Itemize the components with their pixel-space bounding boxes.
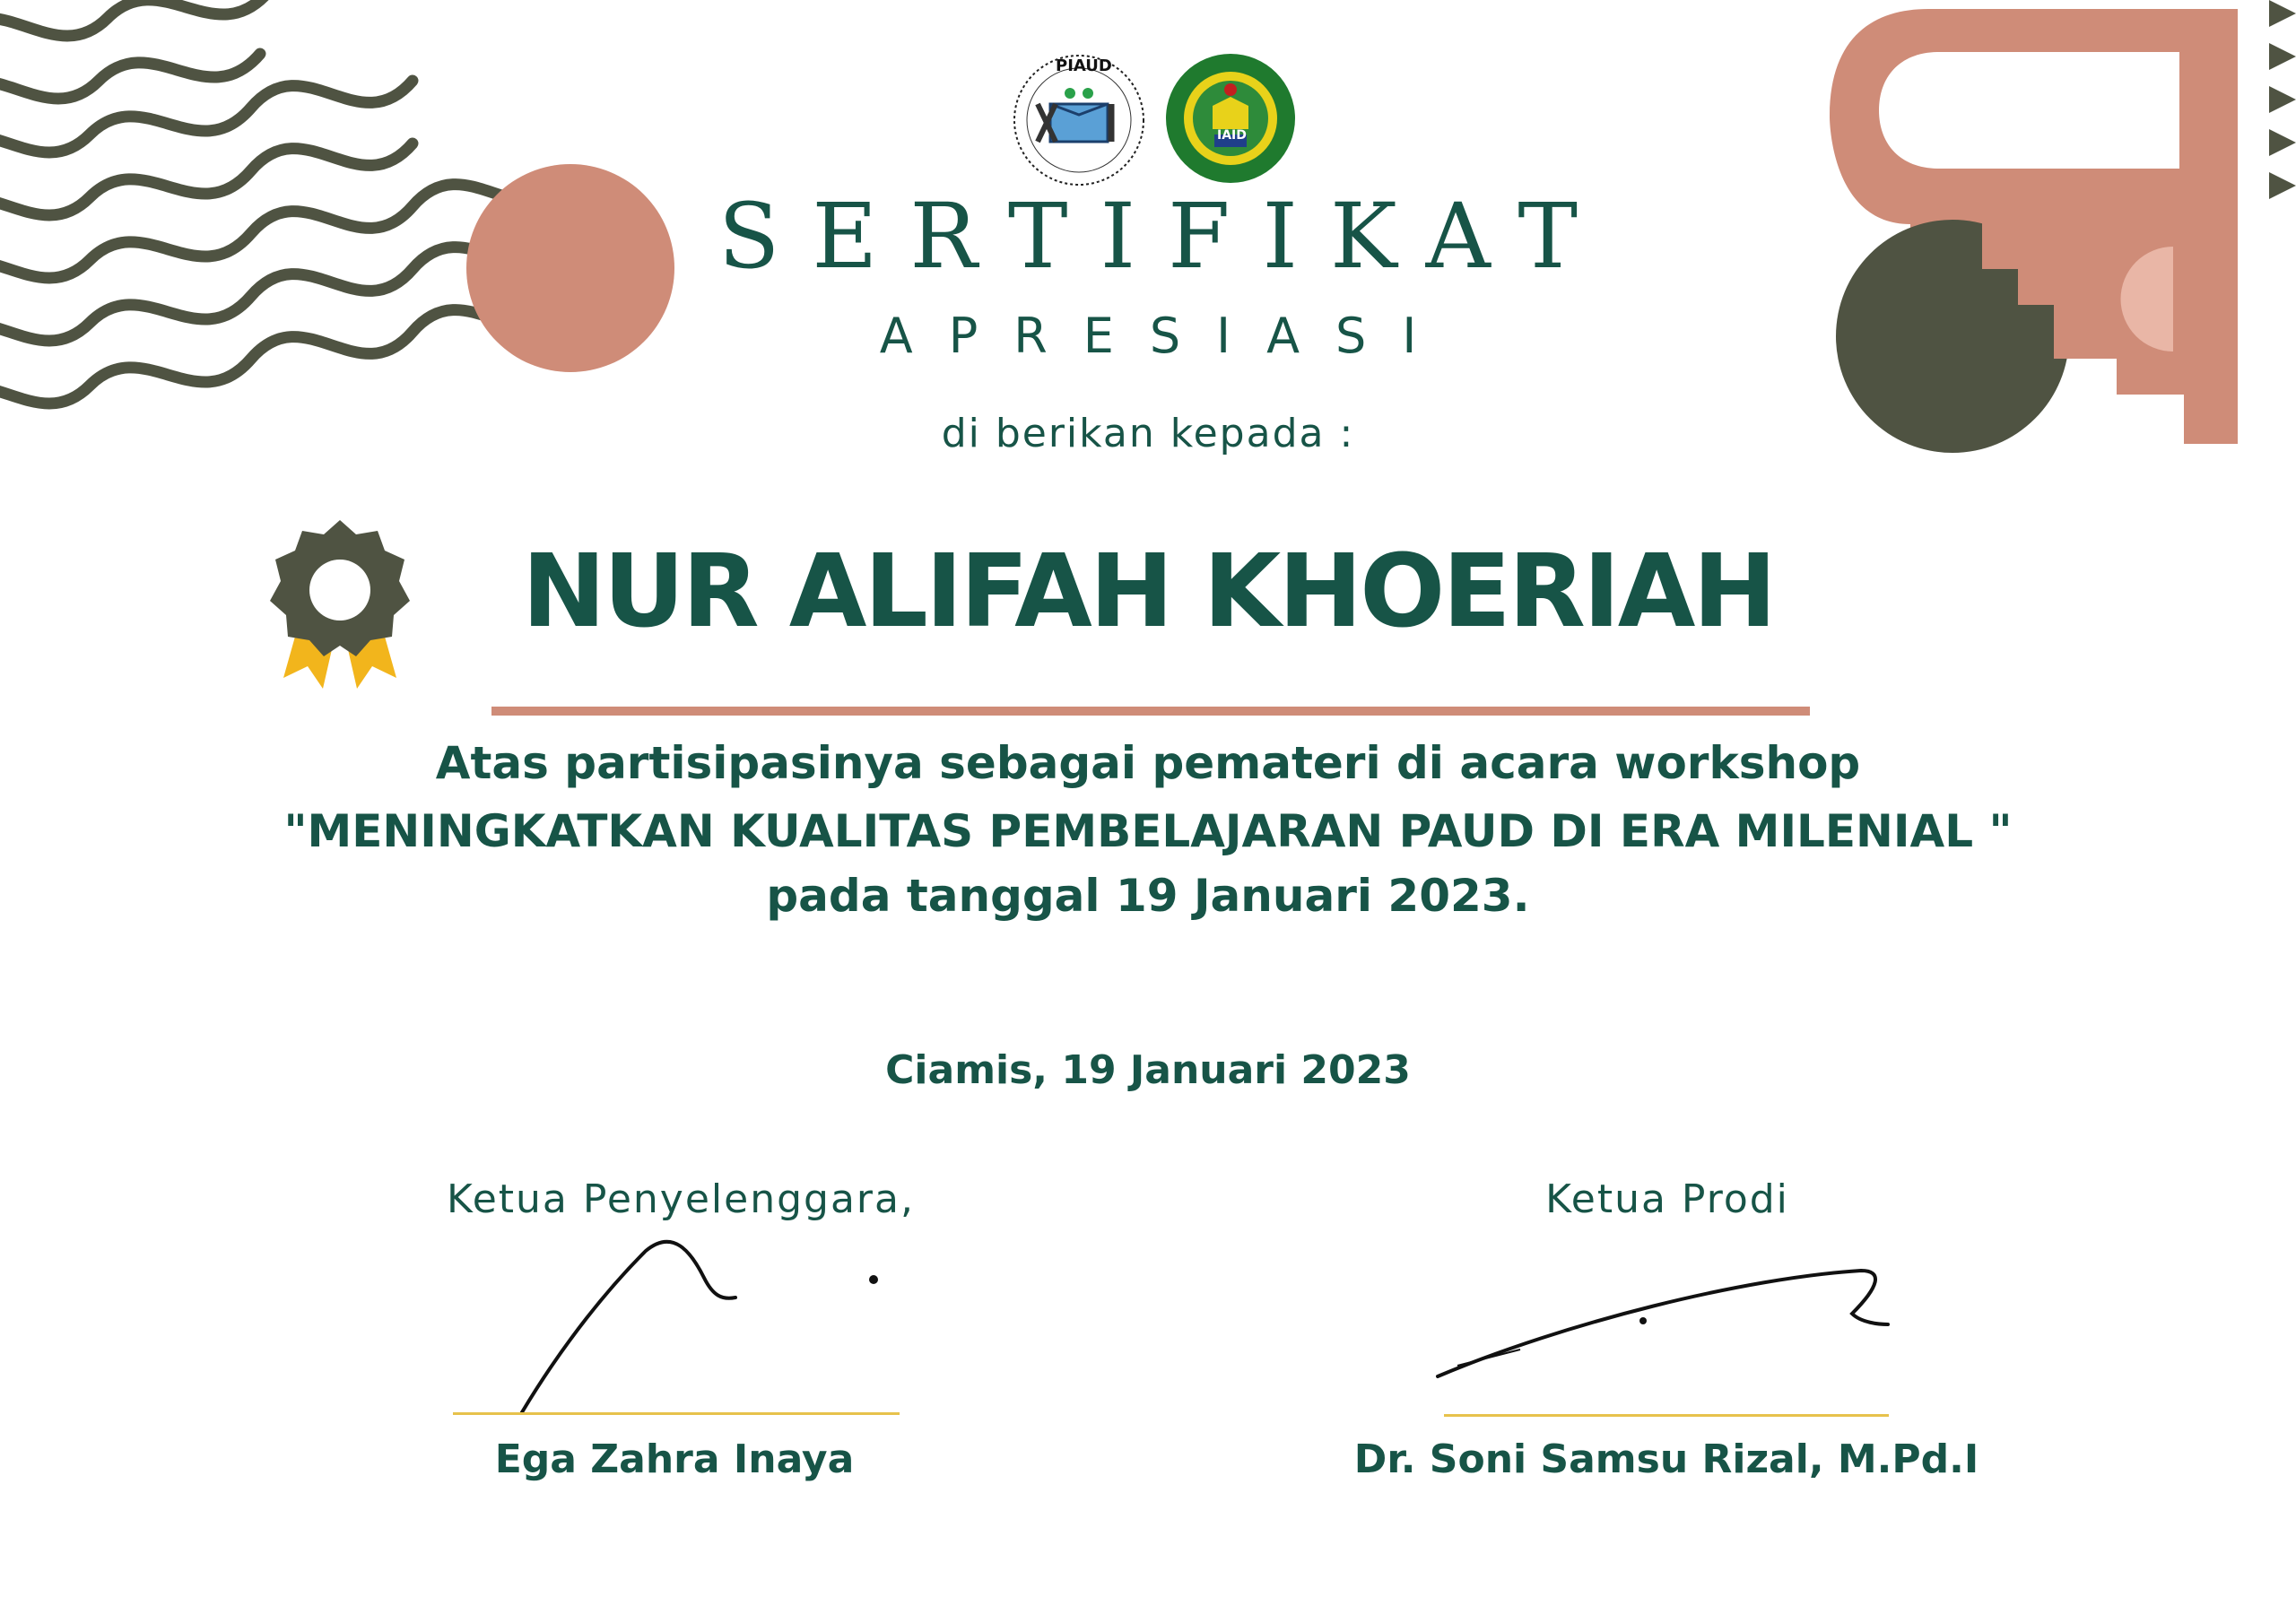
- signature-name-block-left: [361, 1436, 988, 1482]
- signature-line-left: [453, 1412, 900, 1415]
- signature-block-right: [1353, 1176, 1981, 1222]
- description-line-3: pada tanggal 19 Januari 2023.: [766, 870, 1530, 922]
- certificate-title: SERTIFIKAT: [718, 184, 1611, 289]
- place-date: Ciamis, 19 Januari 2023: [885, 1047, 1411, 1093]
- signature-block-left: [367, 1176, 995, 1222]
- given-to-label: di berikan kepada :: [941, 411, 1355, 456]
- signature-role: Ketua Penyelenggara,: [447, 1176, 915, 1222]
- description-line-1: Atas partisipasinya sebagai pemateri di acara workshop: [435, 737, 1861, 789]
- recipient-underline: [491, 707, 1810, 716]
- signature-mark-right: [1431, 1260, 1897, 1385]
- description-line-2: "MENINGKATKAN KUALITAS PEMBELAJARAN PAUD DI ERA MILENIAL ": [283, 805, 2013, 857]
- signature-name: Ega Zahra Inaya: [494, 1436, 855, 1482]
- iaid-logo-text: IAID: [1217, 128, 1247, 143]
- iaid-logo: [1164, 52, 1297, 185]
- signature-role: Ketua Prodi: [1545, 1176, 1789, 1222]
- signature-name-block-right: [1352, 1436, 1980, 1482]
- recipient-name: NUR ALIFAH KHOERIAH: [521, 534, 1775, 650]
- signature-mark-left: [511, 1233, 897, 1421]
- piaud-logo-text: PIAUD: [1056, 56, 1112, 75]
- signature-line-right: [1444, 1414, 1889, 1417]
- signature-name: Dr. Soni Samsu Rizal, M.Pd.I: [1353, 1436, 1979, 1482]
- certificate-subtitle: APRESIASI: [879, 308, 1453, 364]
